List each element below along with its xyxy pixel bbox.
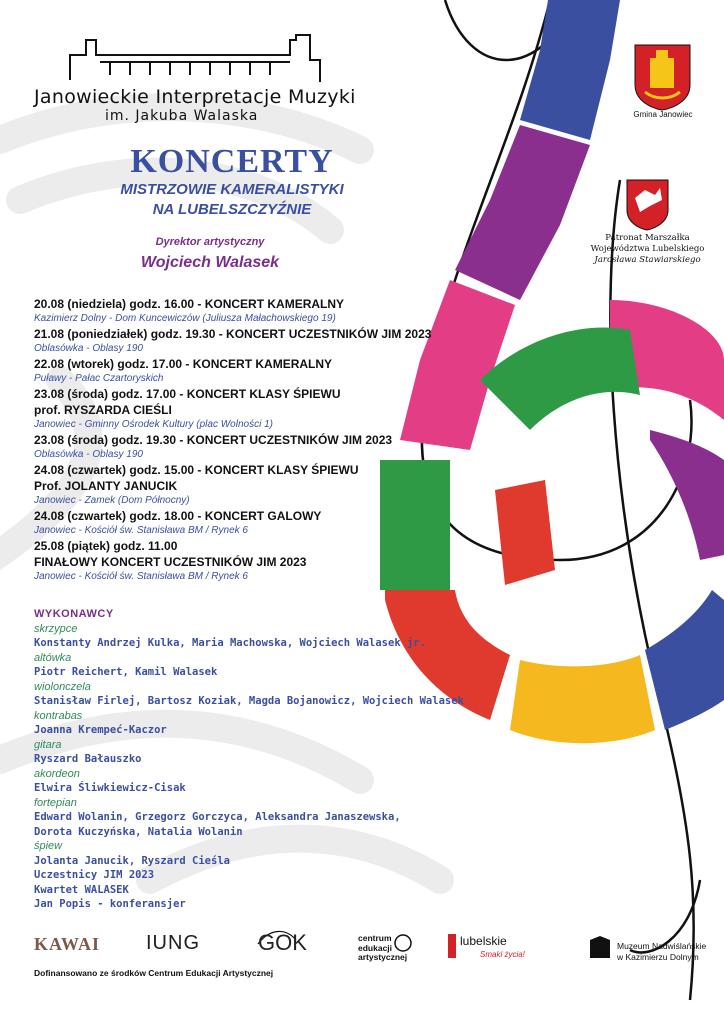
festival-subtitle: im. Jakuba Walaska: [105, 108, 259, 124]
event-heading: 20.08 (niedziela) godz. 16.00 - KONCERT KAMERALNY: [34, 297, 345, 311]
performer-names: Ryszard Bałauszko: [34, 753, 142, 765]
event-heading-line-2: Prof. JOLANTY JANUCIK: [34, 479, 178, 493]
event-item: [34, 386, 474, 431]
event-location: Oblasówka - Oblasy 190: [34, 449, 143, 460]
festival-title: Janowieckie Interpretacje Muzyki: [34, 86, 356, 108]
event-item: [34, 356, 474, 385]
event-heading-line-2: FINAŁOWY KONCERT UCZESTNIKÓW JIM 2023: [34, 555, 307, 569]
performer-names: Uczestnicy JIM 2023: [34, 869, 155, 881]
performer-names: Piotr Reichert, Kamil Walasek: [34, 666, 218, 678]
event-heading: 25.08 (piątek) godz. 11.00: [34, 539, 178, 553]
performer-names: Kwartet WALASEK: [34, 883, 129, 896]
event-heading-line-2: prof. RYSZARDA CIEŚLI: [34, 403, 172, 417]
instrument-label: fortepian: [34, 796, 77, 809]
muzeum-logo: [617, 941, 706, 963]
clef-ring-green-inner: [480, 327, 640, 430]
event-location: Janowiec - Kościół św. Stanisława BM / Rynek 6: [34, 525, 248, 536]
lubelskie-coat-of-arms-icon: [627, 180, 668, 230]
kawai-logo: KAWAI: [34, 934, 101, 954]
instrument-label: kontrabas: [34, 709, 83, 722]
performer-names: Stanisław Firlej, Bartosz Koziak, Magda Bojanowicz, Wojciech Walasek: [34, 695, 464, 707]
cea-logo-line-1: centrum: [358, 933, 392, 943]
event-item: [34, 432, 474, 461]
event-item: [34, 296, 474, 325]
instrument-label: gitara: [34, 738, 62, 751]
director-label: Dyrektor artystyczny: [155, 236, 265, 248]
gmina-label: Gmina Janowiec: [633, 110, 693, 119]
patronat-block: [585, 233, 710, 266]
event-location: Oblasówka - Oblasy 190: [34, 343, 143, 354]
gok-logo: GOK: [258, 930, 307, 955]
lubelskie-logo: lubelskie: [460, 934, 507, 948]
director-name: Wojciech Walasek: [140, 254, 280, 271]
event-item: [34, 462, 474, 507]
performer-names: Elwira Śliwkiewicz-Cisak: [34, 782, 186, 794]
performer-names: Jan Popis - konferansjer: [34, 898, 186, 910]
performer-names: Jolanta Janucik, Ryszard Cieśla: [34, 854, 230, 867]
cea-logo-line-2: edukacji: [358, 942, 393, 953]
performer-names: Joanna Krempeć-Kaczor: [34, 724, 167, 736]
gmina-coat-of-arms-icon: [635, 45, 690, 110]
castle-logo-icon: [70, 35, 320, 82]
event-heading: 24.08 (czwartek) godz. 18.00 - KONCERT GALOWY: [34, 509, 322, 523]
event-heading: 23.08 (środa) godz. 19.30 - KONCERT UCZESTNIKÓW JIM 2023: [34, 433, 393, 447]
series-subtitle: [62, 180, 402, 220]
clef-segment-blue: [520, 0, 620, 140]
event-item: [34, 326, 474, 355]
instrument-label: wiolonczela: [34, 680, 91, 693]
iung-logo: IUNG: [146, 932, 200, 954]
event-location: Kazimierz Dolny - Dom Kuncewiczów (Juliusza Małachowskiego 19): [34, 313, 336, 324]
clef-ring-red-inner: [495, 480, 555, 585]
event-heading: 23.08 (środa) godz. 17.00 - KONCERT KLASY ŚPIEWU: [34, 387, 341, 401]
page-title: KONCERTY: [130, 143, 334, 180]
event-location: Puławy - Pałac Czartoryskich: [34, 373, 164, 384]
instrument-label: skrzypce: [34, 622, 78, 635]
instrument-label: altówka: [34, 651, 72, 664]
performer-names: Dorota Kuczyńska, Natalia Wolanin: [34, 825, 243, 838]
patronat-line-3: Jarosława Stawiarskiego: [594, 255, 701, 265]
clef-segment-purple-right: [650, 430, 724, 560]
cea-logo: [358, 934, 407, 963]
funding-note: Dofinansowano ze środków Centrum Edukacji Artystycznej: [34, 968, 274, 978]
clef-ring-yellow: [510, 655, 655, 743]
performers-section: [34, 607, 474, 912]
event-list: [34, 296, 474, 584]
footer-logo-graphics: [258, 931, 610, 958]
event-location: Janowiec - Zamek (Dom Północny): [34, 495, 190, 506]
performer-names: Konstanty Andrzej Kulka, Maria Machowska, Wojciech Walasek jr.: [34, 637, 426, 649]
clef-ring-blue: [645, 590, 724, 730]
series-subtitle-line-1: MISTRZOWIE KAMERALISTYKI: [120, 181, 344, 198]
patronat-line-2: Województwa Lubelskiego: [590, 244, 705, 254]
instrument-label: akordeon: [34, 767, 80, 780]
event-location: Janowiec - Gminny Ośrodek Kultury (plac Wolności 1): [34, 419, 273, 430]
event-location: Janowiec - Kościół św. Stanisława BM / Rynek 6: [34, 571, 248, 582]
cea-logo-line-3: artystycznej: [358, 952, 408, 962]
clef-segment-purple: [455, 125, 590, 300]
series-subtitle-line-2: NA LUBELSZCZYŹNIE: [152, 201, 312, 218]
event-heading: 24.08 (czwartek) godz. 15.00 - KONCERT KLASY ŚPIEWU: [34, 463, 359, 477]
event-item: [34, 538, 474, 583]
event-heading: 21.08 (poniedziałek) godz. 19.30 - KONCERT UCZESTNIKÓW JIM 2023: [34, 327, 432, 341]
performer-names: Edward Wolanin, Grzegorz Gorczyca, Aleksandra Janaszewska,: [34, 811, 401, 823]
event-item: [34, 508, 474, 537]
patronat-line-1: Patronat Marszałka: [605, 233, 690, 243]
performers-heading: WYKONAWCY: [34, 608, 114, 620]
muzeum-logo-line-1: Muzeum Nadwiślańskie: [617, 941, 707, 951]
event-heading: 22.08 (wtorek) godz. 17.00 - KONCERT KAMERALNY: [34, 357, 333, 371]
instrument-label: śpiew: [34, 840, 63, 852]
lubelskie-tagline: Smaki życia!: [480, 950, 525, 959]
muzeum-logo-line-2: w Kazimierzu Dolnym: [617, 952, 699, 962]
